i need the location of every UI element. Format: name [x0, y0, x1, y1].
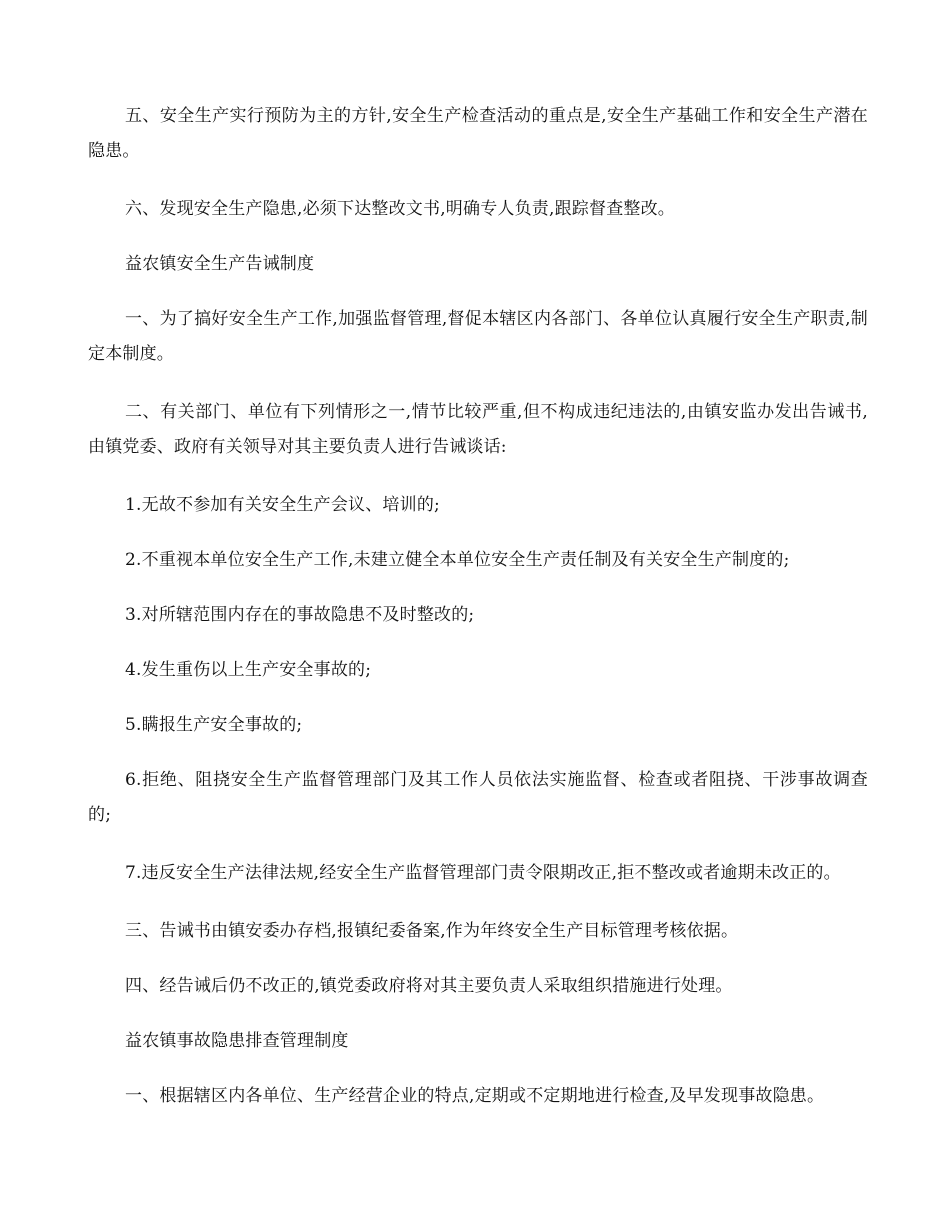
- paragraph-4-measures: 四、经告诫后仍不改正的,镇党委政府将对其主要负责人采取组织措施进行处理。: [125, 976, 733, 996]
- list-item-1: 1.无故不参加有关安全生产会议、培训的;: [125, 495, 440, 515]
- paragraph-1-purpose: 一、为了搞好安全生产工作,加强监督管理,督促本辖区内各部门、各单位认真履行安全生产职责,制定本制度。: [88, 309, 868, 364]
- list-item-7: 7.违反安全生产法律法规,经安全生产监督管理部门责令限期改正,拒不整改或者逾期未改正的。: [125, 863, 841, 883]
- list-item-5: 5.瞒报生产安全事故的;: [125, 715, 303, 735]
- paragraph-5-prevention: 五、安全生产实行预防为主的方针,安全生产检查活动的重点是,安全生产基础工作和安全生产潜在隐患。: [88, 106, 868, 161]
- paragraph-2-circumstances: 二、有关部门、单位有下列情形之一,情节比较严重,但不构成违纪违法的,由镇安监办发出告诫书,由镇党委、政府有关领导对其主要负责人进行告诫谈话:: [88, 402, 868, 457]
- list-item-2: 2.不重视本单位安全生产工作,未建立健全本单位安全生产责任制及有关安全生产制度的;: [125, 550, 790, 570]
- section-heading-hazard-management: 益农镇事故隐患排查管理制度: [125, 1031, 349, 1051]
- list-item-4: 4.发生重伤以上生产安全事故的;: [125, 660, 372, 680]
- list-item-6: 6.拒绝、阻挠安全生产监督管理部门及其工作人员依法实施监督、检查或者阻挠、干涉事故调查的;: [88, 770, 868, 825]
- paragraph-6-rectification: 六、发现安全生产隐患,必须下达整改文书,明确专人负责,跟踪督查整改。: [125, 199, 676, 219]
- section-heading-warning-system: 益农镇安全生产告诫制度: [125, 254, 315, 274]
- document-body: [88, 99, 868, 1134]
- paragraph-1-inspection: 一、根据辖区内各单位、生产经营企业的特点,定期或不定期地进行检查,及早发现事故隐患。: [125, 1086, 825, 1106]
- list-item-3: 3.对所辖范围内存在的事故隐患不及时整改的;: [125, 605, 475, 625]
- paragraph-3-archive: 三、告诫书由镇安委办存档,报镇纪委备案,作为年终安全生产目标管理考核依据。: [125, 921, 739, 941]
